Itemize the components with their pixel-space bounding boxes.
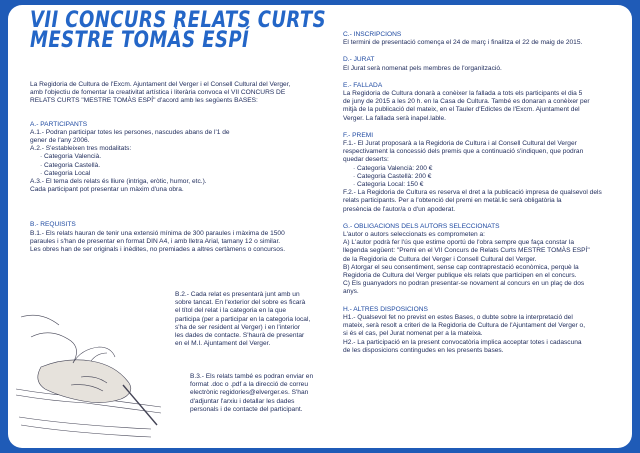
prize-valencia: · Categoria Valencià: 200 € <box>353 164 433 172</box>
section-e-heading: E.- FALLADA <box>343 81 383 89</box>
section-f-heading: F.- PREMI <box>343 131 374 139</box>
title-line-2: MESTRE TOMÀS ESPÍ <box>30 28 250 53</box>
poster-page <box>8 5 632 448</box>
section-d-heading: D.- JURAT <box>343 56 375 64</box>
section-a-heading: A.- PARTICIPANTS <box>30 120 88 128</box>
right-column: C.- INSCRIPCIONS El termini de presentació comença el 24 de març i finalitza el 22 de maig de 2015. D.- JURAT El Jurat serà nomenat pels membres de l'organització. E.- FALLADA La Regidoria de Cultura donarà a conèixer la fallada a tots els participants el dia 5 de juny de 2015 a les 20 h. en la Casa de Cultura. També es donaran a conèixer per mitjà de la publicació del mateix, en el Tauler d'Edictes de l'Excm. Ajuntament del Verger. La fallada serà inapel.lable. F.- PREMI F.1.- El Jurat proposarà a la Regidoria de Cultura i al Consell Cultural del Verger respectivament la concessió dels premis que a continuació s'indiquen, que podran quedar deserts: · Categoria Valencià: 200 € · Categoria Castellà: 200 € · Categoria Local: 150 € F.2.- La Regidoria de Cultura es reserva el dret a la publicació impresa de qualsevol dels relats participants. Per a l'obtenció del premi en metàl.lic serà obligatòria la presència de l'autor/a o d'un apoderat. G.- OBLIGACIONS DELS AUTORS SELECCIONATS L'autor o autors seleccionats es comprometen a: A) L'autor podrà fer l'ús que estime oportú de l'obra sempre que faça constar la llegenda següent: "Premi en el VII Concurs de Relats Curts MESTRE TOMÀS ESPÍ" de la Regidoria de Cultura del Verger i Consell Cultural del Verger. B) Atorgar el seu consentiment, sense cap contraprestació econòmica, perquè la Regidoria de Cultura del Verger publique els relats que participen en el concurs. C) Els guanyadors no podran presentar-se novament al concurs en un plaç de dos anys. H.- ALTRES DISPOSICIONS H1.- Qualsevol fet no previst en estes Bases, o dubte sobre la interpretació del mateix, serà resolt a criteri de la Regidoria de Cultura de l'Ajuntament del Verger o, si és el cas, pel Jurat nomenat per a la mateixa. H2.- La participació en la present convocatòria implica acceptar totes i cadascuna de les disposicions contingudes en les presents bases. <box>343 31 625 355</box>
prize-castella: · Categoria Castellà: 200 € <box>353 172 432 180</box>
section-c-heading: C.- INSCRIPCIONS <box>343 31 402 38</box>
poster-title <box>30 8 327 53</box>
requirement-b2: B.2.- Cada relat es presentarà junt amb un sobre tancat. En l'exterior del sobre es ficarà el títol del relat i la categoria en la que participa (per a participar en la categoria local, s'ha de ser resident al Verger) i en l'interior les dades de contacte. S'haurà de presentar en el M.I. Ajuntament del Verger. <box>175 291 311 348</box>
section-b-heading: B.- REQUISITS <box>30 221 76 229</box>
section-g-heading: G.- OBLIGACIONS DELS AUTORS SELECCIONATS <box>343 222 500 230</box>
title-line-1: VII CONCURS RELATS CURTS <box>30 8 327 33</box>
left-column: La Regidoria de Cultura de l'Excm. Ajuntament del Verger i el Consell Cultural del Verger, amb l'objectiu de fomentar la creativitat artística i literària convoca el VII CONCURS DE RELATS CURTS "MESTRE TOMÀS ESPÍ" d'acord amb les següents BASES: A.- PARTICIPANTS A.1.- Podran participar totes les persones, nascudes abans de l'1 de gener de l'any 2006. A.2.- S'estableixen tres modalitats: · Categoria Valencià. · Categoria Castellà. · Categoria Local A.3.- El tema dels relats és lliure (intriga, eròtic, humor, etc.). Cada participant pot presentar un màxim d'una obra. B.- REQUISITS B.1.- Els relats hauran de tenir una extensió mínima de 300 paraules i màxima de 1500 paraules i s'han de presentar en format DIN A4, i amb lletra Arial, tamany 12 o similar. Les obres han de ser originals i inèdites, no premiades a altres certàmens o concursos. <box>30 81 324 254</box>
prize-local: · Categoria Local: 150 € <box>353 181 424 189</box>
hand-writing-with-pen-icon <box>11 297 161 447</box>
section-h-heading: H.- ALTRES DISPOSICIONS <box>343 305 428 313</box>
requirement-b3: B.3.- Els relats també es podran enviar en format .doc o .pdf a la direcció de correu electrònic regidories@elverger.es. S'han d'adjuntar l'arxiu i detallar les dades personals i de contacte del participant. <box>190 373 314 413</box>
intro-paragraph: La Regidoria de Cultura de l'Excm. Ajuntament del Verger i el Consell Cultural del Verger, amb l'objectiu de fomentar la creativitat artística i literària convoca el VII CONCURS DE RELATS CURTS "MESTRE TOMÀS ESPÍ" d'acord amb les següents BASES: <box>30 81 291 105</box>
